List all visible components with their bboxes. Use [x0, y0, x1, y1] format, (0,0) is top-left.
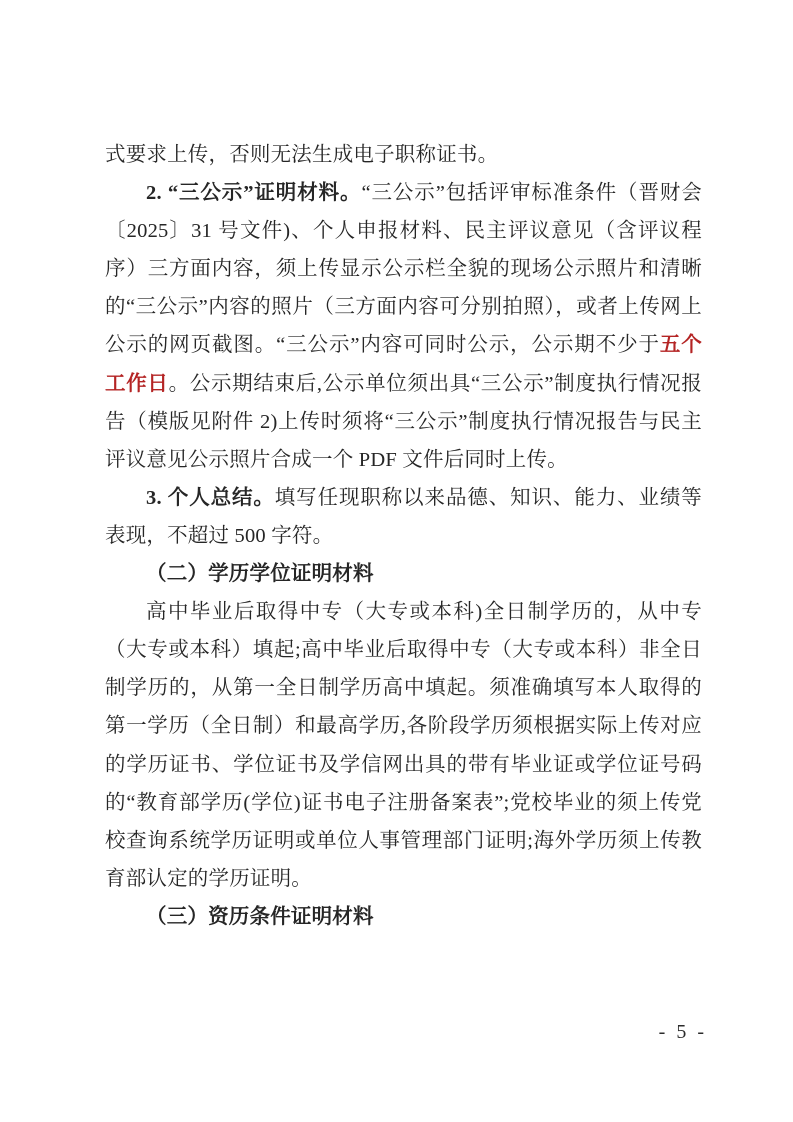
text-run: 填写任现职称以来品德、知识、能力、业绩等表现，不超过 500 字符。 — [105, 486, 702, 547]
text-run: 3. 个人总结。 — [146, 486, 275, 509]
document-content — [105, 136, 702, 936]
text-run: （二）学历学位证明材料 — [146, 563, 374, 586]
text-run: 式要求上传，否则无法生成电子职称证书。 — [105, 144, 499, 166]
paragraph-personal-summary — [105, 479, 702, 555]
paragraph-sangongshi-materials — [105, 174, 702, 479]
text-run: 2. “三公示”证明材料。 — [146, 182, 362, 205]
text-run: （三）资历条件证明材料 — [146, 905, 374, 928]
paragraph-continuation — [105, 136, 702, 174]
text-run: “三公示”包括评审标准条件（晋财会〔2025〕31 号文件)、个人申报材料、民主评议意见（含评议程序）三方面内容，须上传显示公示栏全貌的现场公示照片和清晰的“三公示”内容的照片（三方面内容可分别拍照），或者上传网上公示的网页截图。“三公示”内容可同时公示，公示期不少于 — [105, 182, 702, 357]
text-run: 高中毕业后取得中专（大专或本科)全日制学历的，从中专（大专或本科）填起;高中毕业后取得中专（大专或本科）非全日制学历的，从第一全日制学历高中填起。须准确填写本人取得的第一学历（全日制）和最高学历,各阶段学历须根据实际上传对应的学历证书、学位证书及学信网出具的带有毕业证或学位证号码的“教育部学历(学位)证书电子注册备案表”;党校毕业的须上传党校查询系统学历证明或单位人事管理部门证明;海外学历须上传教育部认定的学历证明。 — [105, 601, 702, 890]
text-run: 。公示期结束后,公示单位须出具“三公示”制度执行情况报告（模版见附件 2)上传时须将“三公示”制度执行情况报告与民主评议意见公示照片合成一个 PDF 文件后同时上传。 — [105, 372, 702, 471]
text-run: 五个工作日 — [105, 334, 702, 395]
paragraph-education-details — [105, 593, 702, 898]
page-number: - 5 - — [658, 1021, 707, 1043]
heading-education-materials — [105, 555, 702, 593]
heading-qualification-materials — [105, 898, 702, 936]
